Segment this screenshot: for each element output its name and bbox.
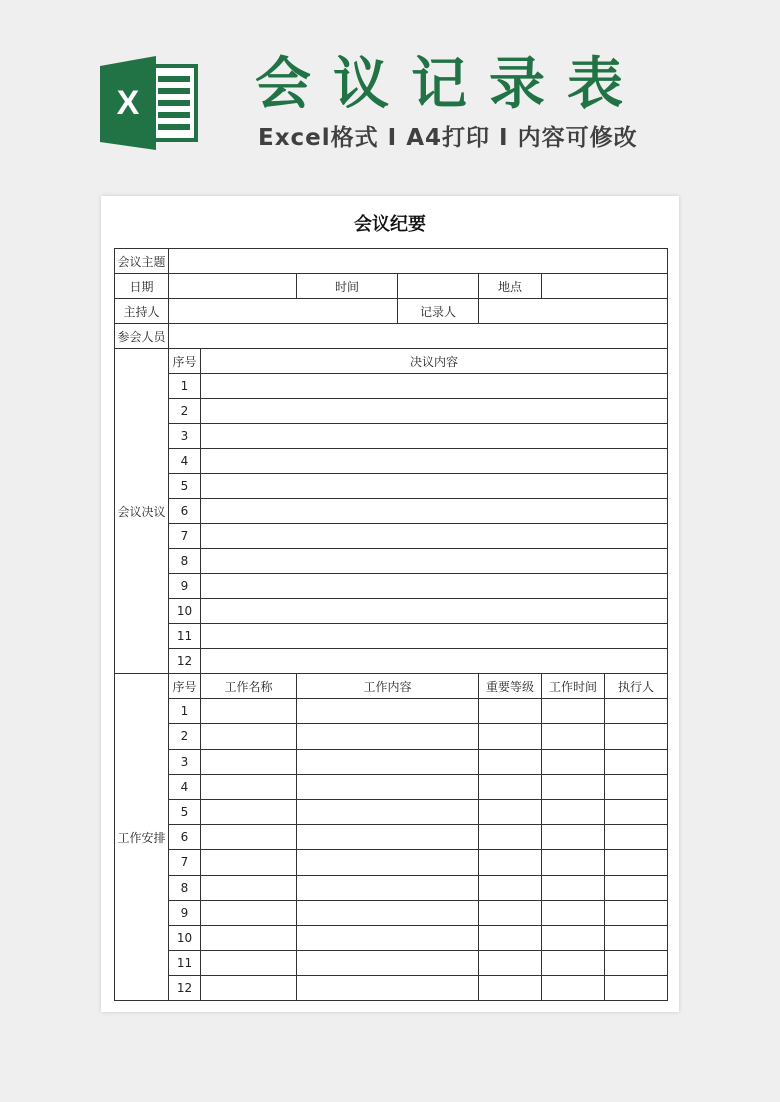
work-content-field[interactable] bbox=[297, 699, 479, 724]
res-content-header: 决议内容 bbox=[201, 349, 668, 374]
banner-title: 会议记录表 bbox=[255, 52, 645, 117]
work-time-field[interactable] bbox=[542, 699, 605, 724]
work-time-field[interactable] bbox=[542, 951, 605, 976]
res-seq-header: 序号 bbox=[169, 349, 201, 374]
resolution-row bbox=[115, 649, 668, 674]
attendees-field[interactable] bbox=[169, 324, 668, 349]
row-number: 1 bbox=[169, 374, 201, 399]
work-content-field[interactable] bbox=[297, 825, 479, 850]
resolution-row bbox=[115, 599, 668, 624]
priority-field[interactable] bbox=[479, 749, 542, 774]
owner-field[interactable] bbox=[605, 724, 668, 749]
priority-field[interactable] bbox=[479, 774, 542, 799]
resolution-field[interactable] bbox=[201, 574, 668, 599]
resolution-field[interactable] bbox=[201, 599, 668, 624]
work-row bbox=[115, 699, 668, 724]
document-title: 会议纪要 bbox=[354, 214, 426, 235]
priority-field[interactable] bbox=[479, 875, 542, 900]
label-time: 时间 bbox=[297, 274, 398, 299]
row-number: 4 bbox=[169, 774, 201, 799]
place-field[interactable] bbox=[542, 274, 668, 299]
work-name-field[interactable] bbox=[201, 749, 297, 774]
priority-field[interactable] bbox=[479, 825, 542, 850]
work-name-field[interactable] bbox=[201, 925, 297, 950]
priority-field[interactable] bbox=[479, 976, 542, 1001]
work-content-field[interactable] bbox=[297, 875, 479, 900]
owner-field[interactable] bbox=[605, 976, 668, 1001]
work-time-field[interactable] bbox=[542, 850, 605, 875]
work-time-field[interactable] bbox=[542, 724, 605, 749]
work-content-field[interactable] bbox=[297, 951, 479, 976]
date-field[interactable] bbox=[169, 274, 297, 299]
work-row bbox=[115, 825, 668, 850]
resolution-field[interactable] bbox=[201, 474, 668, 499]
resolution-row bbox=[115, 374, 668, 399]
owner-field[interactable] bbox=[605, 699, 668, 724]
excel-logo-icon bbox=[100, 56, 200, 150]
work-name-field[interactable] bbox=[201, 724, 297, 749]
work-row bbox=[115, 774, 668, 799]
work-content-field[interactable] bbox=[297, 724, 479, 749]
row-number: 7 bbox=[169, 850, 201, 875]
work-name-field[interactable] bbox=[201, 850, 297, 875]
row-number: 5 bbox=[169, 474, 201, 499]
resolution-field[interactable] bbox=[201, 649, 668, 674]
work-name-field[interactable] bbox=[201, 774, 297, 799]
row-number: 9 bbox=[169, 574, 201, 599]
row-number: 2 bbox=[169, 399, 201, 424]
row-number: 3 bbox=[169, 749, 201, 774]
resolution-row bbox=[115, 474, 668, 499]
priority-field[interactable] bbox=[479, 699, 542, 724]
work-content-field[interactable] bbox=[297, 749, 479, 774]
meeting-table bbox=[114, 248, 668, 1001]
work-name-field[interactable] bbox=[201, 900, 297, 925]
owner-field[interactable] bbox=[605, 799, 668, 824]
priority-field[interactable] bbox=[479, 799, 542, 824]
work-name-field[interactable] bbox=[201, 699, 297, 724]
resolution-row bbox=[115, 549, 668, 574]
row-number: 3 bbox=[169, 424, 201, 449]
work-row bbox=[115, 900, 668, 925]
topic-field[interactable] bbox=[169, 249, 668, 274]
work-row bbox=[115, 925, 668, 950]
row-number: 6 bbox=[169, 825, 201, 850]
work-content-field[interactable] bbox=[297, 774, 479, 799]
resolution-row bbox=[115, 399, 668, 424]
work-row bbox=[115, 724, 668, 749]
work-time-field[interactable] bbox=[542, 976, 605, 1001]
resolution-row bbox=[115, 574, 668, 599]
work-content-header: 工作内容 bbox=[297, 674, 479, 699]
row-number: 1 bbox=[169, 699, 201, 724]
work-name-field[interactable] bbox=[201, 951, 297, 976]
label-date: 日期 bbox=[115, 274, 169, 299]
work-priority-header: 重要等级 bbox=[479, 674, 542, 699]
work-name-field[interactable] bbox=[201, 799, 297, 824]
work-time-field[interactable] bbox=[542, 900, 605, 925]
row-number: 12 bbox=[169, 649, 201, 674]
row-number: 11 bbox=[169, 951, 201, 976]
row-number: 5 bbox=[169, 799, 201, 824]
work-row bbox=[115, 799, 668, 824]
work-section-label: 工作安排 bbox=[115, 674, 169, 1001]
resolution-field[interactable] bbox=[201, 399, 668, 424]
work-row bbox=[115, 749, 668, 774]
priority-field[interactable] bbox=[479, 850, 542, 875]
work-time-header: 工作时间 bbox=[542, 674, 605, 699]
work-row bbox=[115, 850, 668, 875]
work-name-field[interactable] bbox=[201, 825, 297, 850]
resolution-field[interactable] bbox=[201, 424, 668, 449]
owner-field[interactable] bbox=[605, 951, 668, 976]
row-number: 8 bbox=[169, 549, 201, 574]
work-row bbox=[115, 976, 668, 1001]
resolution-field[interactable] bbox=[201, 449, 668, 474]
work-row bbox=[115, 875, 668, 900]
row-number: 2 bbox=[169, 724, 201, 749]
owner-field[interactable] bbox=[605, 850, 668, 875]
resolution-row bbox=[115, 624, 668, 649]
resolutions-section-label: 会议决议 bbox=[115, 349, 169, 674]
resolution-row bbox=[115, 499, 668, 524]
work-time-field[interactable] bbox=[542, 825, 605, 850]
work-row bbox=[115, 951, 668, 976]
priority-field[interactable] bbox=[479, 724, 542, 749]
resolution-row bbox=[115, 524, 668, 549]
resolution-row bbox=[115, 424, 668, 449]
document-page bbox=[101, 196, 679, 1012]
row-number: 7 bbox=[169, 524, 201, 549]
label-host: 主持人 bbox=[115, 299, 169, 324]
work-seq-header: 序号 bbox=[169, 674, 201, 699]
work-content-field[interactable] bbox=[297, 900, 479, 925]
work-time-field[interactable] bbox=[542, 799, 605, 824]
resolution-field[interactable] bbox=[201, 549, 668, 574]
row-number: 10 bbox=[169, 925, 201, 950]
host-field[interactable] bbox=[169, 299, 398, 324]
resolution-field[interactable] bbox=[201, 524, 668, 549]
owner-field[interactable] bbox=[605, 925, 668, 950]
recorder-field[interactable] bbox=[479, 299, 668, 324]
owner-field[interactable] bbox=[605, 825, 668, 850]
label-topic: 会议主题 bbox=[115, 249, 169, 274]
work-content-field[interactable] bbox=[297, 925, 479, 950]
label-place: 地点 bbox=[479, 274, 542, 299]
priority-field[interactable] bbox=[479, 900, 542, 925]
resolution-field[interactable] bbox=[201, 624, 668, 649]
resolution-row bbox=[115, 449, 668, 474]
resolution-field[interactable] bbox=[201, 499, 668, 524]
work-name-field[interactable] bbox=[201, 976, 297, 1001]
work-name-field[interactable] bbox=[201, 875, 297, 900]
work-time-field[interactable] bbox=[542, 925, 605, 950]
row-number: 9 bbox=[169, 900, 201, 925]
resolution-field[interactable] bbox=[201, 374, 668, 399]
svg-text:X: X bbox=[116, 84, 140, 122]
row-number: 11 bbox=[169, 624, 201, 649]
owner-field[interactable] bbox=[605, 749, 668, 774]
label-attendees: 参会人员 bbox=[115, 324, 169, 349]
row-number: 8 bbox=[169, 875, 201, 900]
work-time-field[interactable] bbox=[542, 774, 605, 799]
label-recorder: 记录人 bbox=[398, 299, 479, 324]
row-number: 10 bbox=[169, 599, 201, 624]
work-content-field[interactable] bbox=[297, 850, 479, 875]
work-content-field[interactable] bbox=[297, 976, 479, 1001]
work-name-header: 工作名称 bbox=[201, 674, 297, 699]
work-owner-header: 执行人 bbox=[605, 674, 668, 699]
owner-field[interactable] bbox=[605, 900, 668, 925]
owner-field[interactable] bbox=[605, 774, 668, 799]
work-time-field[interactable] bbox=[542, 749, 605, 774]
row-number: 12 bbox=[169, 976, 201, 1001]
work-content-field[interactable] bbox=[297, 799, 479, 824]
priority-field[interactable] bbox=[479, 925, 542, 950]
priority-field[interactable] bbox=[479, 951, 542, 976]
time-field[interactable] bbox=[398, 274, 479, 299]
banner-subtitle: Excel格式 I A4打印 I 内容可修改 bbox=[258, 125, 638, 151]
work-time-field[interactable] bbox=[542, 875, 605, 900]
row-number: 6 bbox=[169, 499, 201, 524]
row-number: 4 bbox=[169, 449, 201, 474]
owner-field[interactable] bbox=[605, 875, 668, 900]
